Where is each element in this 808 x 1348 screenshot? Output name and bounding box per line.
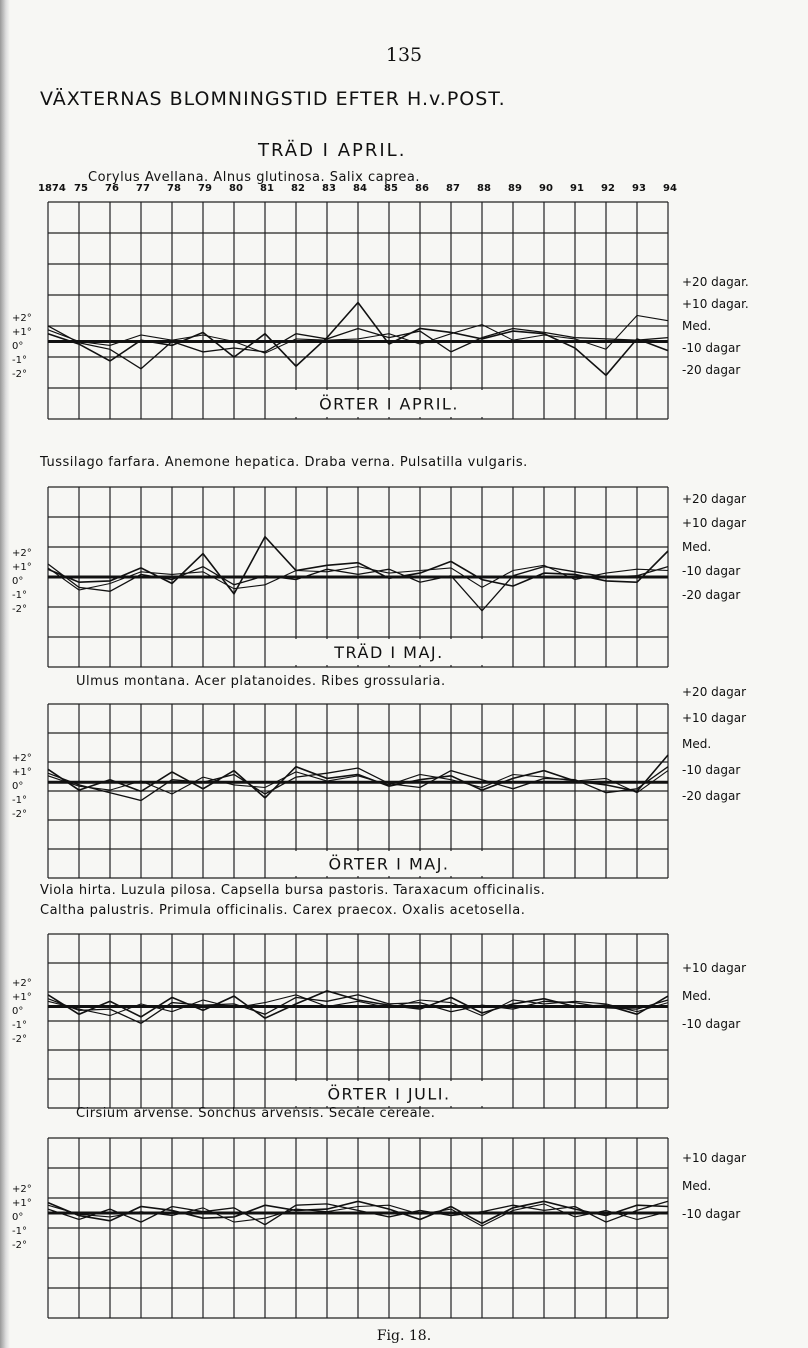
y-tick: -2° — [12, 1240, 27, 1251]
y-tick-labels — [12, 312, 32, 382]
y-tick: -2° — [12, 1033, 27, 1045]
species-line: Tussilago farfara. Anemone hepatica. Draba verna. Pulsatilla vulgaris. — [40, 455, 528, 470]
grid — [48, 1138, 668, 1318]
year-label: 78 — [167, 183, 181, 194]
legend-entry: +20 dagar — [682, 685, 747, 699]
y-tick: -1° — [12, 1226, 27, 1237]
year-label: 77 — [136, 183, 150, 194]
year-label: 75 — [74, 183, 88, 194]
y-tick: +1° — [12, 1198, 32, 1209]
year-label: 81 — [260, 183, 274, 194]
year-label: 88 — [477, 183, 491, 194]
chart-panel-2 — [48, 487, 668, 667]
chart-panel-5 — [48, 1138, 668, 1318]
legend-entry: -20 dagar — [682, 363, 741, 377]
y-tick: +2° — [12, 548, 32, 559]
y-tick: 0° — [12, 340, 24, 352]
grid — [48, 202, 668, 419]
y-tick: +2° — [12, 753, 32, 765]
y-tick: -1° — [12, 354, 27, 366]
year-label: 1874 — [38, 183, 66, 194]
year-label: 79 — [198, 183, 212, 194]
legend-entry: +10 dagar — [682, 516, 747, 530]
legend-entry: -20 dagar — [682, 588, 741, 602]
y-tick: +1° — [12, 991, 32, 1003]
legend-entry: Med. — [682, 319, 712, 333]
y-tick: +2° — [12, 977, 32, 989]
chart-panel-3 — [48, 704, 668, 878]
page-number: 135 — [385, 44, 423, 66]
y-tick-labels — [12, 1183, 32, 1253]
y-tick: +1° — [12, 562, 32, 573]
species-line: Cirsium arvense. Sonchus arvensis. Secale cereale. — [76, 1106, 436, 1121]
page-edge-shadow — [0, 0, 10, 1348]
year-label: 92 — [601, 183, 615, 194]
legend-entry: Med. — [682, 989, 712, 1003]
legend — [682, 493, 746, 613]
year-label: 91 — [570, 183, 584, 194]
section-header: TRÄD I APRIL. — [258, 140, 407, 161]
legend-entry: +20 dagar. — [682, 275, 749, 289]
legend — [682, 686, 746, 816]
legend-entry: Med. — [682, 737, 712, 751]
year-label: 83 — [322, 183, 336, 194]
y-tick: +2° — [12, 1184, 32, 1195]
legend-entry: +10 dagar. — [682, 297, 749, 311]
legend-entry: -20 dagar — [682, 789, 741, 803]
legend-entry: Med. — [682, 1179, 712, 1193]
chart-panel-4 — [48, 934, 668, 1108]
y-tick-labels — [12, 977, 32, 1047]
y-tick: 0° — [12, 576, 24, 587]
legend — [682, 276, 749, 386]
year-label: 84 — [353, 183, 367, 194]
year-label: 76 — [105, 183, 119, 194]
y-tick: -1° — [12, 590, 27, 601]
main-title: VÄXTERNAS BLOMNINGSTID EFTER H.v.POST. — [40, 88, 506, 110]
year-label: 85 — [384, 183, 398, 194]
y-tick: -2° — [12, 604, 27, 615]
legend-entry: -10 dagar — [682, 564, 741, 578]
legend-entry: -10 dagar — [682, 341, 741, 355]
legend-entry: +10 dagar — [682, 961, 747, 975]
y-tick: -2° — [12, 368, 27, 380]
legend-entry: +20 dagar — [682, 492, 747, 506]
year-label: 86 — [415, 183, 429, 194]
legend-entry: -10 dagar — [682, 763, 741, 777]
figure-caption: Fig. 18. — [376, 1328, 432, 1344]
legend-entry: Med. — [682, 540, 712, 554]
species-line: Corylus Avellana. Alnus glutinosa. Salix caprea. — [88, 170, 420, 185]
y-tick-labels — [12, 547, 32, 617]
footer-label: ÖRTER I JULI. — [327, 1084, 451, 1104]
year-label: 87 — [446, 183, 460, 194]
footer-label: ÖRTER I APRIL. — [319, 394, 459, 414]
legend — [682, 962, 746, 1046]
species-line: Ulmus montana. Acer platanoides. Ribes grossularia. — [76, 674, 446, 689]
y-tick-labels — [12, 752, 32, 822]
year-label: 82 — [291, 183, 305, 194]
legend-entry: +10 dagar — [682, 711, 747, 725]
year-label: 94 — [663, 183, 677, 194]
footer-label: TRÄD I MAJ. — [334, 643, 444, 662]
year-label: 89 — [508, 183, 522, 194]
y-tick: -2° — [12, 809, 27, 821]
y-tick: 0° — [12, 1212, 24, 1223]
year-label: 93 — [632, 183, 646, 194]
footer-label: ÖRTER I MAJ. — [328, 854, 450, 874]
legend-entry: -10 dagar — [682, 1207, 741, 1221]
year-label: 80 — [229, 183, 243, 194]
species-line: Viola hirta. Luzula pilosa. Capsella bursa pastoris. Taraxacum officinalis. — [40, 883, 546, 898]
species-line: Caltha palustris. Primula officinalis. Carex praecox. Oxalis acetosella. — [40, 903, 526, 918]
y-tick: -1° — [12, 1019, 27, 1031]
chart-panel-1 — [48, 202, 668, 419]
y-tick: +1° — [12, 767, 32, 779]
y-tick: 0° — [12, 1005, 24, 1017]
y-tick: +1° — [12, 326, 32, 338]
year-label: 90 — [539, 183, 553, 194]
y-tick: -1° — [12, 795, 27, 807]
y-tick: 0° — [12, 781, 24, 793]
legend-entry: +10 dagar — [682, 1151, 747, 1165]
legend-entry: -10 dagar — [682, 1017, 741, 1031]
legend — [682, 1152, 746, 1236]
y-tick: +2° — [12, 312, 32, 324]
